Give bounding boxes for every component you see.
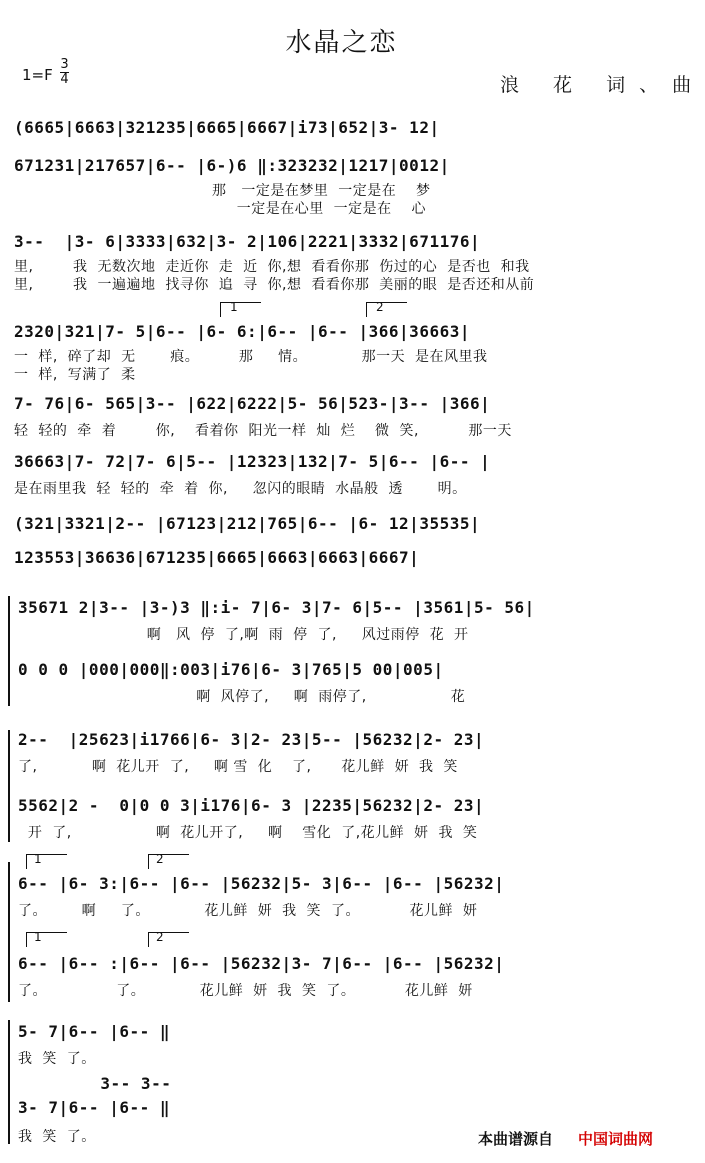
song-title: 水晶之恋 [285, 28, 398, 58]
lyric-line: 一定是在心里 一定是在 心 [14, 201, 426, 217]
system-bracket [8, 862, 10, 1002]
notation-line: (321|3321|2-- |67123|212|765|6-- |6- 12|35535| [14, 514, 481, 533]
notation-line: 123553|36636|671235|6665|6663|6663|6667| [14, 548, 420, 567]
first-ending-bracket [220, 302, 261, 317]
notation-line: 3-- |3- 6|3333|632|3- 2|106|2221|3332|671176| [14, 232, 481, 251]
lyric-line-upper: 了, 啊 花儿开 了, 啊 雪 化 了, 花儿鲜 妍 我 笑 [18, 759, 458, 775]
notation-line-harmony: 3-- 3-- [70, 1074, 182, 1093]
second-ending-number: 2 [156, 930, 164, 944]
system-bracket [8, 596, 10, 706]
notation-line-upper: 2-- |25623|i1766|6- 3|2- 23|5-- |56232|2- 23| [18, 730, 485, 749]
notation-line-upper: 35671 2|3-- |3-)3 ‖:i- 7|6- 3|7- 6|5-- |3561|5- 56| [18, 598, 535, 617]
notation-line: 671231|217657|6-- |6-)6 ‖:323232|1217|0012| [14, 156, 450, 175]
first-ending-number: 1 [34, 852, 42, 866]
system-bracket [8, 1020, 10, 1144]
lyric-line-upper: 了。 啊 了。 花儿鲜 妍 我 笑 了。 花儿鲜 妍 [18, 903, 478, 919]
notation-line: 36663|7- 72|7- 6|5-- |12323|132|7- 5|6-- |6-- | [14, 452, 491, 471]
notation-line-upper: 6-- |6- 3:|6-- |6-- |56232|5- 3|6-- |6-- |56232| [18, 874, 505, 893]
site-name-link[interactable]: 中国词曲网 [578, 1130, 654, 1148]
lyric-line: 那 一定是在梦里 一定是在 梦 [14, 183, 431, 199]
first-ending-bracket [26, 854, 67, 869]
lyric-line: 是在雨里我 轻 轻的 牵 着 你, 忽闪的眼睛 水晶般 透 明。 [14, 481, 467, 497]
lyric-line-lower: 我 笑 了。 [18, 1129, 96, 1145]
second-ending-bracket [366, 302, 407, 317]
notation-line-lower: 3- 7|6-- |6-- ‖ [18, 1098, 170, 1117]
lyric-line-lower: 开 了, 啊 花儿开了, 啊 雪化 了,花儿鲜 妍 我 笑 [18, 825, 478, 841]
second-ending-bracket [148, 932, 189, 947]
second-ending-number: 2 [376, 300, 384, 314]
notation-line-lower: 6-- |6-- :|6-- |6-- |56232|3- 7|6-- |6-- |56232| [18, 954, 505, 973]
lyric-line-upper: 我 笑 了。 [18, 1051, 96, 1067]
notation-line-upper: 5- 7|6-- |6-- ‖ [18, 1022, 170, 1041]
first-ending-number: 1 [230, 300, 238, 314]
lyric-line: 一 样, 写满了 柔 [14, 367, 136, 383]
lyric-line: 里, 我 一遍遍地 找寻你 追 寻 你,想 看看你那 美丽的眼 是否还和从前 [14, 277, 535, 293]
time-signature-top: 3 [60, 57, 69, 72]
notation-line: 2320|321|7- 5|6-- |6- 6:|6-- |6-- |366|36663| [14, 322, 470, 341]
second-ending-bracket [148, 854, 189, 869]
lyric-line-lower: 啊 风停了, 啊 雨停了, 花 [18, 689, 466, 705]
notation-line: 7- 76|6- 565|3-- |622|6222|5- 56|523-|3-- |366| [14, 394, 491, 413]
source-credit: 本曲谱源自 [478, 1130, 554, 1148]
notation-line-lower: 5562|2 - 0|0 0 3|i176|6- 3 |2235|56232|2- 23| [18, 796, 485, 815]
system-bracket [8, 730, 10, 842]
notation-line: (6665|6663|321235|6665|6667|i73|652|3- 12| [14, 118, 440, 137]
notation-line-lower: 0 0 0 |000|000‖:003|i76|6- 3|765|5 00|005| [18, 660, 444, 679]
key-signature: 1=F [22, 66, 53, 84]
time-signature-bottom: 4 [60, 72, 69, 87]
lyric-line-upper: 啊 风 停 了,啊 雨 停 了, 风过雨停 花 开 [18, 627, 469, 643]
lyricist-composer: 浪 花 词、曲 [500, 74, 705, 96]
second-ending-number: 2 [156, 852, 164, 866]
lyric-line: 一 样, 碎了却 无 痕。 那 情。 那一天 是在风里我 [14, 349, 488, 365]
lyric-line-lower: 了。 了。 花儿鲜 妍 我 笑 了。 花儿鲜 妍 [18, 983, 473, 999]
first-ending-number: 1 [34, 930, 42, 944]
first-ending-bracket [26, 932, 67, 947]
lyric-line: 轻 轻的 牵 着 你, 看着你 阳光一样 灿 烂 微 笑, 那一天 [14, 423, 512, 439]
time-signature [60, 58, 69, 87]
lyric-line: 里, 我 无数次地 走近你 走 近 你,想 看看你那 伤过的心 是否也 和我 [14, 259, 530, 275]
